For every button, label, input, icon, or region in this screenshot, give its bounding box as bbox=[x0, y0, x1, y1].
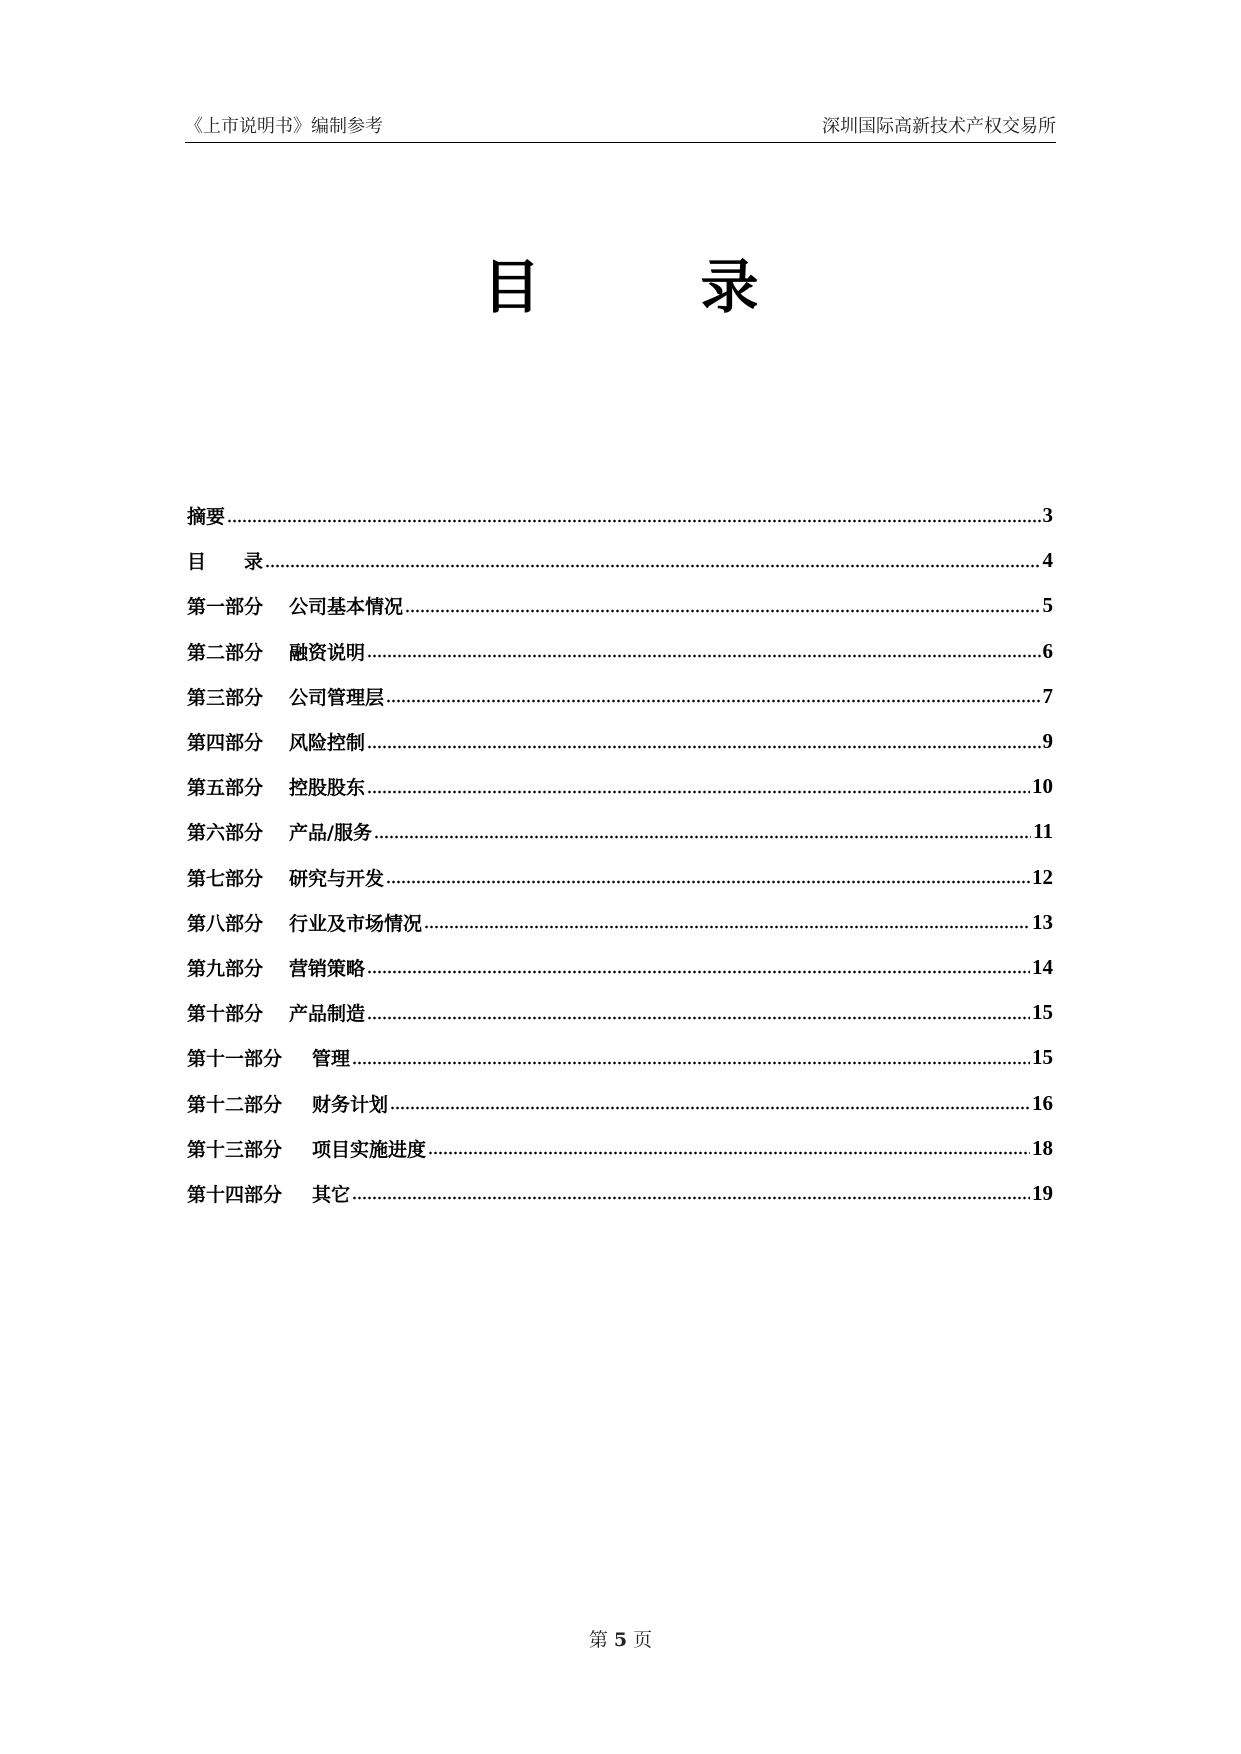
toc-part-number: 第八部分 bbox=[187, 912, 264, 935]
toc-page-number: 14 bbox=[1032, 954, 1053, 979]
toc-entry[interactable] bbox=[187, 855, 1053, 900]
toc-entry[interactable] bbox=[187, 900, 1053, 945]
dot-leader bbox=[390, 1106, 1030, 1110]
toc-entry[interactable] bbox=[187, 538, 1053, 583]
toc-part-number: 第六部分 bbox=[187, 822, 264, 845]
toc-part-title: 风险控制 bbox=[289, 732, 366, 755]
toc-entry[interactable] bbox=[187, 990, 1053, 1035]
page-header bbox=[185, 108, 1056, 143]
footer-suffix: 页 bbox=[633, 1629, 653, 1651]
toc-part-number: 第三部分 bbox=[187, 686, 264, 709]
dot-leader bbox=[367, 745, 1040, 749]
toc-page-number: 16 bbox=[1032, 1090, 1053, 1115]
toc-page-number: 15 bbox=[1032, 1000, 1053, 1025]
toc-entry-label: 目 录 bbox=[187, 551, 264, 574]
toc-page-number: 3 bbox=[1042, 503, 1053, 528]
toc-page-number: 11 bbox=[1033, 819, 1053, 844]
dot-leader bbox=[374, 835, 1031, 839]
toc-part-title: 控股股东 bbox=[289, 777, 366, 800]
title-char-2: 录 bbox=[700, 253, 759, 321]
toc-page-number: 12 bbox=[1032, 864, 1053, 889]
dot-leader bbox=[367, 1016, 1030, 1020]
toc-entry[interactable] bbox=[187, 674, 1053, 719]
toc-part-title: 公司基本情况 bbox=[289, 596, 404, 619]
footer-page-number: 5 bbox=[613, 1629, 628, 1651]
toc-entry[interactable] bbox=[187, 719, 1053, 764]
toc-entry[interactable] bbox=[187, 1171, 1053, 1216]
toc-part-title: 研究与开发 bbox=[289, 867, 385, 890]
toc-entry[interactable] bbox=[187, 764, 1053, 809]
dot-leader bbox=[227, 519, 1040, 523]
page-footer bbox=[0, 1625, 1241, 1652]
toc-page-number: 10 bbox=[1032, 774, 1053, 799]
dot-leader bbox=[424, 925, 1030, 929]
toc-page-number: 19 bbox=[1032, 1180, 1053, 1205]
toc-part-title: 产品制造 bbox=[289, 1003, 366, 1026]
toc-page-number: 7 bbox=[1042, 683, 1053, 708]
toc-part-title: 行业及市场情况 bbox=[289, 912, 423, 935]
toc-entry[interactable] bbox=[187, 493, 1053, 538]
toc-part-title: 其它 bbox=[312, 1183, 351, 1206]
toc-part-number: 第十二部分 bbox=[187, 1093, 283, 1116]
toc-part-number: 第五部分 bbox=[187, 777, 264, 800]
toc-page-number: 5 bbox=[1042, 593, 1053, 618]
dot-leader bbox=[386, 880, 1030, 884]
dot-leader bbox=[367, 654, 1040, 658]
toc-part-number: 第二部分 bbox=[187, 641, 264, 664]
toc-part-title: 财务计划 bbox=[312, 1093, 389, 1116]
dot-leader bbox=[367, 970, 1030, 974]
dot-leader bbox=[352, 1196, 1030, 1200]
toc-part-number: 第十部分 bbox=[187, 1003, 264, 1026]
dot-leader bbox=[367, 790, 1030, 794]
dot-leader bbox=[352, 1061, 1030, 1065]
toc-part-title: 管理 bbox=[312, 1048, 351, 1071]
toc-page-number: 15 bbox=[1032, 1045, 1053, 1070]
toc-entry[interactable] bbox=[187, 1080, 1053, 1125]
toc-page-number: 13 bbox=[1032, 909, 1053, 934]
toc-entry[interactable] bbox=[187, 629, 1053, 674]
toc-page-number: 4 bbox=[1042, 548, 1053, 573]
page-title bbox=[0, 240, 1241, 324]
dot-leader bbox=[428, 1151, 1030, 1155]
toc-part-number: 第一部分 bbox=[187, 596, 264, 619]
footer-prefix: 第 bbox=[588, 1629, 608, 1651]
table-of-contents bbox=[187, 493, 1053, 1216]
toc-part-number: 第七部分 bbox=[187, 867, 264, 890]
toc-entry[interactable] bbox=[187, 1035, 1053, 1080]
header-left-text: 《上市说明书》编制参考 bbox=[185, 116, 383, 137]
header-right-text: 深圳国际高新技术产权交易所 bbox=[822, 116, 1056, 137]
toc-part-number: 第十四部分 bbox=[187, 1183, 283, 1206]
toc-part-title: 产品/服务 bbox=[289, 822, 372, 845]
toc-entry[interactable] bbox=[187, 583, 1053, 628]
dot-leader bbox=[386, 699, 1040, 703]
toc-part-number: 第十三部分 bbox=[187, 1138, 283, 1161]
toc-entry[interactable] bbox=[187, 809, 1053, 854]
toc-part-title: 公司管理层 bbox=[289, 686, 385, 709]
dot-leader bbox=[265, 564, 1040, 568]
dot-leader bbox=[405, 609, 1040, 613]
toc-part-number: 第四部分 bbox=[187, 732, 264, 755]
toc-page-number: 9 bbox=[1042, 729, 1053, 754]
toc-entry[interactable] bbox=[187, 1126, 1053, 1171]
toc-part-title: 融资说明 bbox=[289, 641, 366, 664]
toc-page-number: 18 bbox=[1032, 1135, 1053, 1160]
toc-entry-label: 摘要 bbox=[187, 506, 226, 529]
toc-part-title: 营销策略 bbox=[289, 957, 366, 980]
toc-entry[interactable] bbox=[187, 945, 1053, 990]
toc-page-number: 6 bbox=[1042, 638, 1053, 663]
toc-part-title: 项目实施进度 bbox=[312, 1138, 427, 1161]
toc-part-number: 第十一部分 bbox=[187, 1048, 283, 1071]
toc-part-number: 第九部分 bbox=[187, 957, 264, 980]
title-char-1: 目 bbox=[482, 253, 541, 321]
